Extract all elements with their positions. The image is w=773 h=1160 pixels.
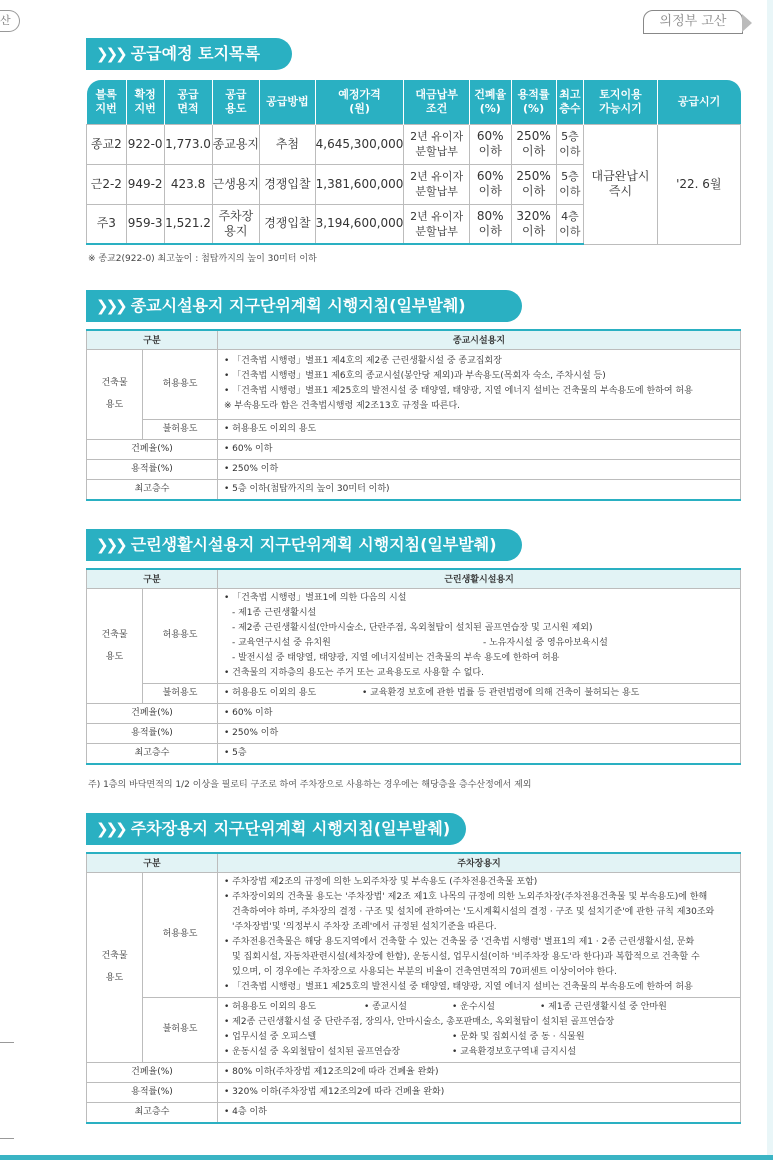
religious-guide-table <box>86 329 741 501</box>
list-item: • 「건축법 시행령」별표1 제6호의 종교시설(봉안당 제외)과 부속용도(목회자 숙소, 주차시설 등) <box>224 371 606 381</box>
bcr-value: • 80% 이하(주차장법 제12조의2에 따라 건폐율 완화) <box>218 1062 741 1082</box>
col-header: 근린생활시설용지 <box>218 569 741 588</box>
list-item: • 「건축법 시행령」별표1 제25호의 발전시설 중 태양열, 태양광, 지열 에너지 설비는 건축물의 부속용도에 한하여 허용 <box>224 981 693 992</box>
list-item: • 「건축법 시행령」별표1에 의한 다음의 시설 <box>224 592 407 603</box>
col-header: 주차장용지 <box>218 853 741 872</box>
table-row <box>87 124 741 164</box>
allowed-uses <box>218 872 741 997</box>
tab-previous[interactable]: 산 <box>0 10 20 32</box>
col-header: 공급시기 <box>657 80 740 124</box>
row-label-building-use: 건축물 용도 <box>87 872 143 1062</box>
left-page-edge <box>0 0 6 1160</box>
cell-far: 250% 이하 <box>511 124 556 164</box>
list-item: 및 집회시설, 자동차관련시설(세차장에 한함), 운동시설, 업무시설(이하 '비주차장 용도'라 한다)과 복합적으로 건축할 수 <box>232 951 700 962</box>
cell-payment: 2년 유이자 분할납부 <box>404 204 469 244</box>
row-label-allowed: 허용용도 <box>143 872 218 997</box>
forbidden-uses <box>218 683 741 703</box>
list-item: • 제2종 근린생활시설 중 단란주점, 장의사, 안마시술소, 총포판매소, 옥외철탑이 설치된 골프연습장 <box>224 1016 615 1027</box>
list-item-part: • 운동시설 중 옥외철탑이 설치된 골프연습장 <box>224 1046 401 1057</box>
row-label-floors: 최고층수 <box>87 479 218 500</box>
cell-floors: 5층 이하 <box>556 124 584 164</box>
list-item: 건축하여야 하며, 주차장의 결정 · 구조 및 설치에 관하여는 '도시계획시설의 결정 · 구조 및 설치기준'에 관한 규칙 제30조와 <box>232 906 715 917</box>
table-header-row <box>87 80 741 124</box>
cell-price: 3,194,600,000 <box>315 204 404 244</box>
list-item: • 「건축법 시행령」별표1 제25호의 발전시설 중 태양열, 태양광, 지열 에너지 설비는 건축물의 부속용도에 한하여 허용 <box>224 386 693 396</box>
col-header: 구분 <box>87 330 218 349</box>
footnote-religious: ※ 종교2(922-0) 최고높이 : 첨탑까지의 높이 30미터 이하 <box>88 254 317 264</box>
row-label-forbidden: 불허용도 <box>143 419 218 439</box>
col-header: 예정가격 (원) <box>315 80 404 124</box>
row-label-floors: 최고층수 <box>87 1102 218 1123</box>
row-label-far: 용적률(%) <box>87 1082 218 1102</box>
floors-value: • 5층 <box>218 743 741 764</box>
row-label-floors: 최고층수 <box>87 743 218 764</box>
section-title-text: 근린생활시설용지 지구단위계획 시행지침(일부발췌) <box>130 535 497 554</box>
col-header: 용적률 (%) <box>511 80 556 124</box>
allowed-uses <box>218 349 741 419</box>
section-title-text: 주차장용지 지구단위계획 시행지침(일부발췌) <box>130 819 451 838</box>
cell-area: 1,521.2 <box>164 204 212 244</box>
list-item <box>224 1030 734 1045</box>
cell-block: 종교2 <box>87 124 127 164</box>
row-label-building-use: 건축물 용도 <box>87 349 143 439</box>
cell-land-use-time: 대금완납시 즉시 <box>584 124 657 244</box>
section-title-land-list <box>86 38 292 70</box>
floors-value: • 5층 이하(첨탑까지의 높이 30미터 이하) <box>218 479 741 500</box>
list-item-part: • 허용용도 이외의 용도 <box>224 687 317 698</box>
cell-use: 근생용지 <box>212 164 260 204</box>
cell-bcr: 80% 이하 <box>469 204 511 244</box>
list-item: • 주차장이외의 건축물 용도는 '주차장법' 제2조 제1호 나목의 규정에 의한 노외주차장(주차전용건축물 및 부속용도)에 한해 <box>224 891 708 902</box>
list-item-part: • 문화 및 집회시설 중 동 · 식물원 <box>452 1031 585 1042</box>
far-value: • 320% 이하(주차장법 제12조의2에 따라 건폐율 완화) <box>218 1082 741 1102</box>
col-header: 대금납부 조건 <box>404 80 469 124</box>
list-item <box>224 1000 734 1015</box>
list-item-part: • 교육환경 보호에 관한 법률 등 관련법령에 의해 건축이 불허되는 용도 <box>362 687 640 698</box>
list-item-part: - 노유자시설 중 영유아보육시설 <box>483 637 608 648</box>
list-item: • 건축물의 지하층의 용도는 주거 또는 교육용도로 사용할 수 없다. <box>224 667 484 678</box>
list-item-part: - 교육연구시설 중 유치원 <box>232 637 331 648</box>
bcr-value: • 60% 이하 <box>218 703 741 723</box>
cell-lot: 922-0 <box>126 124 164 164</box>
row-label-allowed: 허용용도 <box>143 349 218 419</box>
row-label-allowed: 허용용도 <box>143 588 218 683</box>
list-item: ※ 부속용도라 함은 건축법시행령 제2조13호 규정을 따른다. <box>224 401 461 411</box>
cell-price: 4,645,300,000 <box>315 124 404 164</box>
col-header: 건폐율 (%) <box>469 80 511 124</box>
list-item: 있으며, 이 경우에는 주차장으로 사용되는 부분의 비율이 건축연면적의 70퍼센트 이상이어야 한다. <box>232 966 617 977</box>
col-header: 확정 지번 <box>126 80 164 124</box>
col-header: 종교시설용지 <box>218 330 741 349</box>
chevrons-icon: ❯❯❯ <box>96 536 125 554</box>
cell-price: 1,381,600,000 <box>315 164 404 204</box>
section-title-text: 공급예정 토지목록 <box>130 44 260 63</box>
chevrons-icon: ❯❯❯ <box>96 820 125 838</box>
side-mark <box>0 1042 14 1043</box>
cell-floors: 5층 이하 <box>556 164 584 204</box>
row-label-forbidden: 불허용도 <box>143 997 218 1062</box>
list-item-part: • 운수시설 <box>452 1001 495 1012</box>
list-item: '주차장법'및 '의정부시 주차장 조례'에서 규정된 설치기준을 따른다. <box>232 921 497 932</box>
far-value: • 250% 이하 <box>218 723 741 743</box>
cell-method: 경쟁입찰 <box>260 164 316 204</box>
list-item-part: • 교육환경보호구역내 금지시설 <box>452 1046 577 1057</box>
cell-payment: 2년 유이자 분할납부 <box>404 124 469 164</box>
row-label-forbidden: 불허용도 <box>143 683 218 703</box>
row-label-bcr: 건폐율(%) <box>87 1062 218 1082</box>
cell-supply-time: '22. 6월 <box>657 124 740 244</box>
cell-floors: 4층 이하 <box>556 204 584 244</box>
cell-bcr: 60% 이하 <box>469 124 511 164</box>
tab-region[interactable]: 의정부 고산 <box>643 10 743 34</box>
list-item <box>224 686 734 701</box>
list-item <box>224 1045 734 1060</box>
forbidden-uses: • 허용용도 이외의 용도 <box>218 419 741 439</box>
col-header: 구분 <box>87 569 218 588</box>
neighborhood-guide-table <box>86 568 741 765</box>
tab-arrow-icon <box>742 14 752 32</box>
col-header: 공급 면적 <box>164 80 212 124</box>
row-label-bcr: 건폐율(%) <box>87 439 218 459</box>
col-header: 블록 지번 <box>87 80 127 124</box>
cell-lot: 949-2 <box>126 164 164 204</box>
col-header: 구분 <box>87 853 218 872</box>
cell-area: 1,773.0 <box>164 124 212 164</box>
cell-block: 근2-2 <box>87 164 127 204</box>
list-item: - 발전시설 중 태양열, 태양광, 지열 에너지설비는 건축물의 부속 용도에 한하여 허용 <box>232 652 560 663</box>
cell-lot: 959-3 <box>126 204 164 244</box>
land-list-table <box>86 80 741 245</box>
row-label-building-use: 건축물 용도 <box>87 588 143 703</box>
list-item: - 제2종 근린생활시설(안마시술소, 단란주점, 옥외철탑이 설치된 골프연습장 및 고시원 제외) <box>232 622 593 633</box>
parking-guide-table <box>86 852 741 1124</box>
list-item: • 주차장법 제2조의 규정에 의한 노외주차장 및 부속용도 (주차전용건축물 포함) <box>224 876 538 887</box>
side-mark <box>0 1138 14 1139</box>
cell-method: 경쟁입찰 <box>260 204 316 244</box>
bcr-value: • 60% 이하 <box>218 439 741 459</box>
floors-value: • 4층 이하 <box>218 1102 741 1123</box>
list-item-part: • 업무시설 중 오피스텔 <box>224 1031 317 1042</box>
section-title-parking <box>86 813 466 845</box>
col-header: 토지이용 가능시기 <box>584 80 657 124</box>
chevrons-icon: ❯❯❯ <box>96 45 125 63</box>
chevrons-icon: ❯❯❯ <box>96 297 125 315</box>
col-header: 공급 용도 <box>212 80 260 124</box>
list-item: • 「건축법 시행령」별표1 제4호의 제2종 근린생활시설 중 종교집회장 <box>224 356 502 366</box>
list-item-part: • 종교시설 <box>364 1001 407 1012</box>
bottom-accent-line <box>0 1155 773 1160</box>
cell-far: 320% 이하 <box>511 204 556 244</box>
cell-block: 주3 <box>87 204 127 244</box>
list-item: - 제1종 근린생활시설 <box>232 607 317 618</box>
section-title-text: 종교시설용지 지구단위계획 시행지침(일부발췌) <box>130 296 466 315</box>
list-item-part: • 제1종 근린생활시설 중 안마원 <box>540 1001 667 1012</box>
cell-far: 250% 이하 <box>511 164 556 204</box>
row-label-far: 용적률(%) <box>87 723 218 743</box>
list-item: • 주차전용건축물은 해당 용도지역에서 건축할 수 있는 건축물 중 '건축법 시행령' 별표1의 제1 · 2종 근린생활시설, 문화 <box>224 936 695 947</box>
cell-payment: 2년 유이자 분할납부 <box>404 164 469 204</box>
list-item <box>224 636 734 651</box>
right-page-edge <box>767 0 773 1160</box>
row-label-bcr: 건폐율(%) <box>87 703 218 723</box>
cell-bcr: 60% 이하 <box>469 164 511 204</box>
section-title-religious <box>86 290 522 322</box>
forbidden-uses <box>218 997 741 1062</box>
cell-use: 주차장 용지 <box>212 204 260 244</box>
col-header: 공급방법 <box>260 80 316 124</box>
cell-use: 종교용지 <box>212 124 260 164</box>
cell-area: 423.8 <box>164 164 212 204</box>
col-header: 최고 층수 <box>556 80 584 124</box>
cell-method: 추첨 <box>260 124 316 164</box>
row-label-far: 용적률(%) <box>87 459 218 479</box>
list-item-part: • 허용용도 이외의 용도 <box>224 1001 317 1012</box>
far-value: • 250% 이하 <box>218 459 741 479</box>
allowed-uses <box>218 588 741 683</box>
section-title-neighborhood <box>86 529 522 561</box>
footnote-neighborhood: 주) 1층의 바닥면적의 1/2 이상을 필로티 구조로 하여 주차장으로 사용하는 경우에는 해당층을 층수산정에서 제외 <box>88 780 532 790</box>
